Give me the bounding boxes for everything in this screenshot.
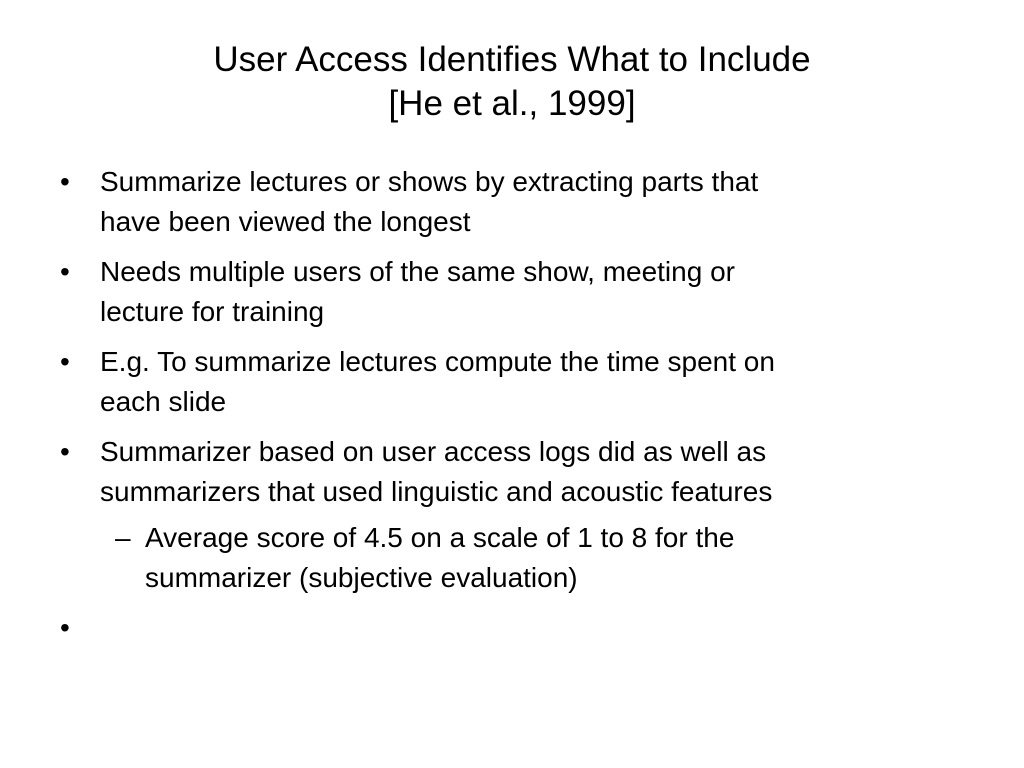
bullet-text-line: each slide: [100, 386, 227, 417]
bullet-marker: •: [60, 166, 70, 197]
bullet-item: [60, 162, 960, 242]
title-line-1: User Access Identifies What to Include: [213, 40, 811, 79]
title-line-2: [He et al., 1999]: [388, 84, 636, 123]
bullet-marker: •: [60, 256, 70, 287]
bullet-text-line: lecture for training: [100, 296, 325, 327]
bullet-marker: •: [60, 612, 70, 643]
bullet-marker: •: [60, 436, 70, 467]
bullet-text-line: E.g. To summarize lectures compute the time spent on: [100, 346, 775, 377]
bullet-text-line: Summarize lectures or shows by extracting parts that: [100, 166, 759, 197]
bullet-item: [60, 432, 960, 512]
bullet-text-line: Needs multiple users of the same show, meeting or: [100, 256, 735, 287]
bullet-text-line: Summarizer based on user access logs did as well as: [100, 436, 767, 467]
sub-bullet-text-line: Average score of 4.5 on a scale of 1 to 8 for the: [145, 522, 735, 553]
bullet-text-line: have been viewed the longest: [100, 206, 471, 237]
bullet-list: [60, 162, 960, 643]
bullet-text-line: summarizers that used linguistic and acoustic features: [100, 476, 773, 507]
bullet-item: [60, 252, 960, 332]
bullet-marker: •: [60, 346, 70, 377]
bullet-item: [60, 342, 960, 422]
sub-bullet-text-line: summarizer (subjective evaluation): [145, 562, 578, 593]
slide-title: [0, 38, 1024, 126]
sub-bullet-item: [60, 518, 960, 598]
sub-bullet-marker: –: [115, 522, 131, 553]
